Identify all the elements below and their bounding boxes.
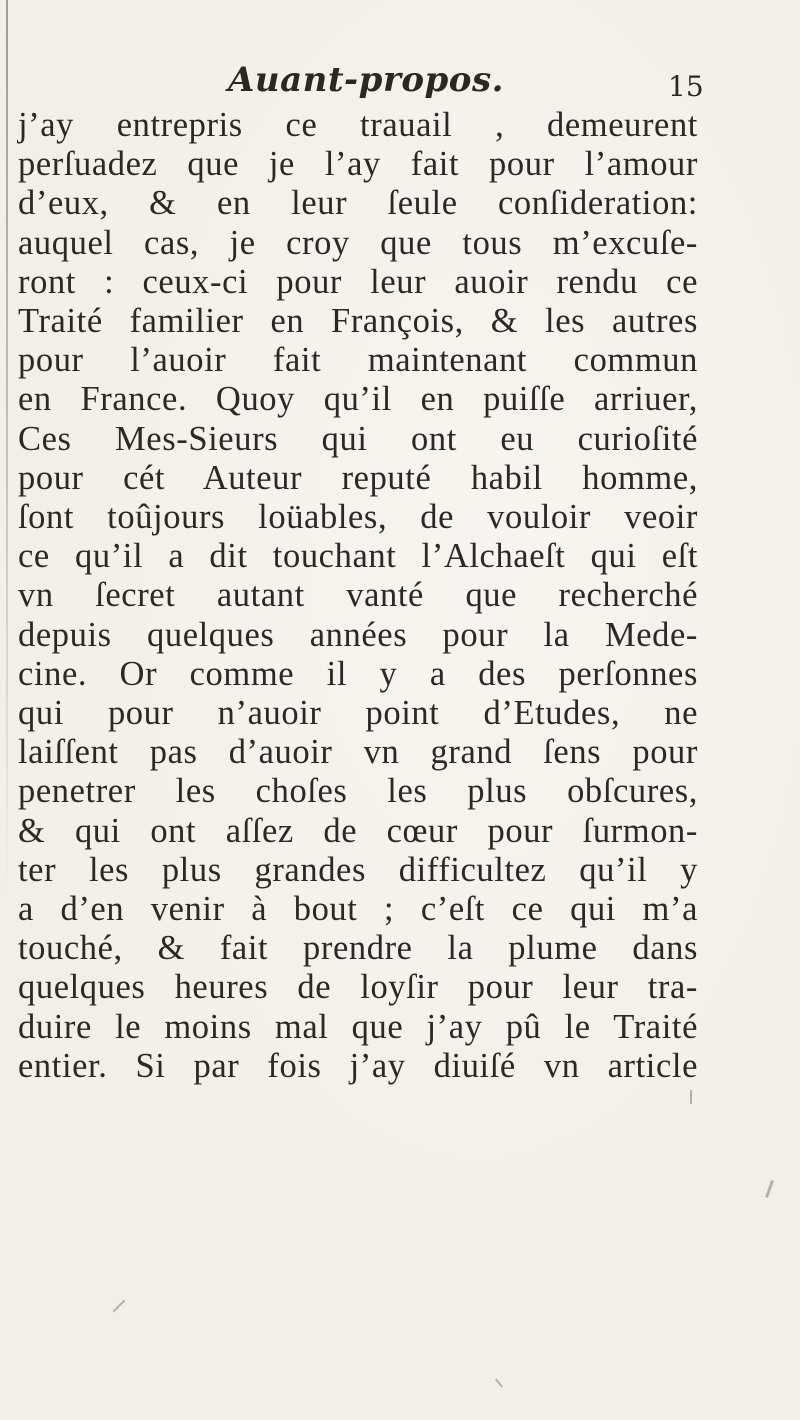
text-line: en France. Quoy qu’il en puiſſe arriuer, (18, 380, 698, 419)
text-line: pour l’auoir fait maintenant commun (18, 341, 698, 380)
text-line: laiſſent pas d’auoir vn grand ſens pour (18, 733, 698, 772)
text-line: ſont toûjours loüables, de vouloir veoir (18, 498, 698, 537)
paper-speck (113, 1300, 126, 1313)
text-line: entier. Si par fois j’ay diuiſé vn article (18, 1046, 698, 1085)
text-line: Ces Mes-Sieurs qui ont eu curioſité (18, 419, 698, 458)
text-line: auquel cas, je croy que tous m’excuſe- (18, 223, 698, 262)
text-line: duire le moins mal que j’ay pû le Traité (18, 1007, 698, 1046)
page-gutter-edge (6, 0, 8, 900)
text-line: depuis quelques années pour la Mede- (18, 615, 698, 654)
text-line: d’eux, & en leur ſeule conſideration: (18, 184, 698, 223)
text-line: cine. Or comme il y a des perſonnes (18, 654, 698, 693)
text-line: penetrer les choſes les plus obſcures, (18, 772, 698, 811)
text-line: a d’en venir à bout ; c’eſt ce qui m’a (18, 890, 698, 929)
text-line: ter les plus grandes difficultez qu’il y (18, 850, 698, 889)
running-head (0, 52, 800, 102)
text-line: quelques heures de loyſir pour leur tra- (18, 968, 698, 1007)
text-line: Traité familier en François, & les autres (18, 302, 698, 341)
text-line: ce qu’il a dit touchant l’Alchaeſt qui eſt (18, 537, 698, 576)
paper-speck (765, 1180, 774, 1198)
text-line: touché, & fait prendre la plume dans (18, 929, 698, 968)
page-number: 15 (668, 70, 704, 103)
text-line: ront : ceux-ci pour leur auoir rendu ce (18, 262, 698, 301)
body-text (18, 106, 698, 1086)
paper-speck (690, 1090, 692, 1104)
text-line: pour cét Auteur reputé habil homme, (18, 458, 698, 497)
text-line: vn ſecret autant vanté que recherché (18, 576, 698, 615)
paper-speck (495, 1379, 503, 1388)
text-line: qui pour n’auoir point d’Etudes, ne (18, 694, 698, 733)
text-line: & qui ont aſſez de cœur pour ſurmon- (18, 811, 698, 850)
running-title: Auant-propos. (228, 60, 504, 100)
text-line: perſuadez que je l’ay fait pour l’amour (18, 145, 698, 184)
text-line: j’ay entrepris ce trauail , demeurent (18, 106, 698, 144)
